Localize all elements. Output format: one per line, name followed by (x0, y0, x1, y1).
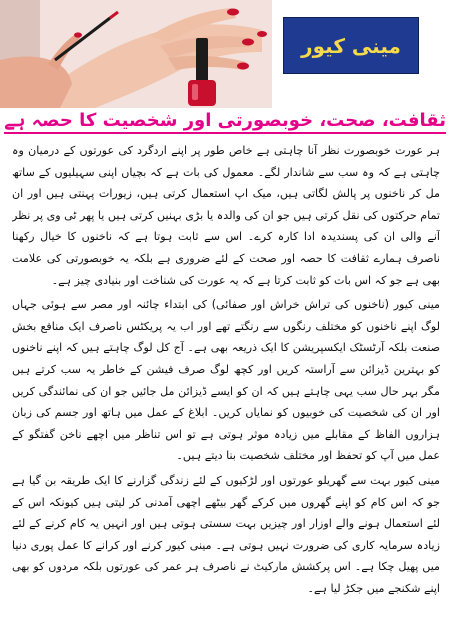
article-paragraph: مینی کیور (ناخنوں کی تراش خراش اور صفائی) کی ابتداء چائنہ اور مصر سے ہوئی جہاں لوگ اپنے ناخنوں کو مختلف رنگوں سے رنگتے تھے اور اب یہ پریکٹس ناصرف ایک منافع بخش صنعت بلکہ آرٹسٹک ایکسپریشن کا ایک ذریعہ بھی ہے۔ آج کل لوگ چاہتے ہیں کہ اپنے ناخنوں کو بہترین ڈیزائن سے آراستہ کریں اور کچھ لوگ صرف فیشن کے خاطر یہ سب کرتے ہیں مگر بہر حال سب یہی چاہتے ہیں کہ ان کو ایسے ڈیزائن مل جائیں جو ان کی نمائندگی کریں اور ان کی شخصیت کی خوبیوں کو نمایاں کریں۔ ابلاغ کے عمل میں ہاتھ اور جسم کی زبان ہزاروں الفاظ کے مقابلے میں زیادہ موثر ہوتی ہے تو اس تناظر میں اچھے ناخن گفتگو کے عمل میں آپ کو تحفظ اور مختلف شخصیت بنا دیتے ہیں۔ (12, 298, 440, 463)
hand-nail-polish-illustration (0, 0, 272, 108)
manicure-photo (0, 0, 272, 108)
title-banner (283, 17, 419, 74)
article-body (12, 140, 440, 618)
article-paragraph: ہر عورت خوبصورت نظر آنا چاہتی ہے خاص طور پر اپنے اردگرد کی عورتوں کے درمیان وہ چاہتی ہے کہ وہ سب سے شاندار لگے۔ معمول کی بات ہے کہ بچیاں اپنی سہیلیوں کے ساتھ مل کر ناخنوں پر پالش لگاتی ہیں، میک اپ استعمال کرتی ہیں، زیورات پہنتی ہیں اور ان تمام حرکتوں کی نقل کرتی ہیں جو ان کی والدہ یا بڑی بہنیں کرتی ہیں یا پھر ٹی وی پر نظر آنے والی ان کی پسندیدہ ادا کارہ کرے۔ اس سے ثابت ہوتا ہے کہ ناخنوں کا خیال رکھنا ناصرف ہمارے ثقافت کا حصہ اور صحت کے لئے ضروری ہے بلکہ یہ خوبصورتی کی علامت بھی ہے جو کہ اس بات کو ثابت کرتا ہے کہ یہ عورت کی شناخت اور بنیادی چیز ہے۔ (12, 144, 440, 287)
subtitle-text: ثقافت، صحت، خوبصورتی اور شخصیت کا حصہ ہے (4, 110, 446, 134)
article-subtitle (4, 110, 446, 136)
article-paragraph: مینی کیور بہت سے گھریلو عورتوں اور لڑکیوں کے لئے زندگی گزارنے کا ایک طریقہ بن گیا ہے جو کہ اس کام کو اپنے گھروں میں کرکے گھر بیٹھے اچھی آمدنی کر لیتی ہیں کیونکہ اس کے لئے استعمال ہونے والے اوزار اور چیزیں بہت سستی ہوتی ہیں اور انہیں یہ کام کرنے کے لئے زیادہ سرمایہ کاری کی ضرورت نہیں ہوتی ہے۔ مینی کیور کرنے اور کرانے کا عمل پوری دنیا میں پھیل چکا ہے۔ اس پرکشش مارکیٹ نے ناصرف ہر عمر کی عورتوں بلکہ مردوں کو بھی اپنے شکنجے میں جکڑ لیا ہے۔ (12, 473, 440, 595)
page-title: مینی کیور (301, 33, 401, 58)
